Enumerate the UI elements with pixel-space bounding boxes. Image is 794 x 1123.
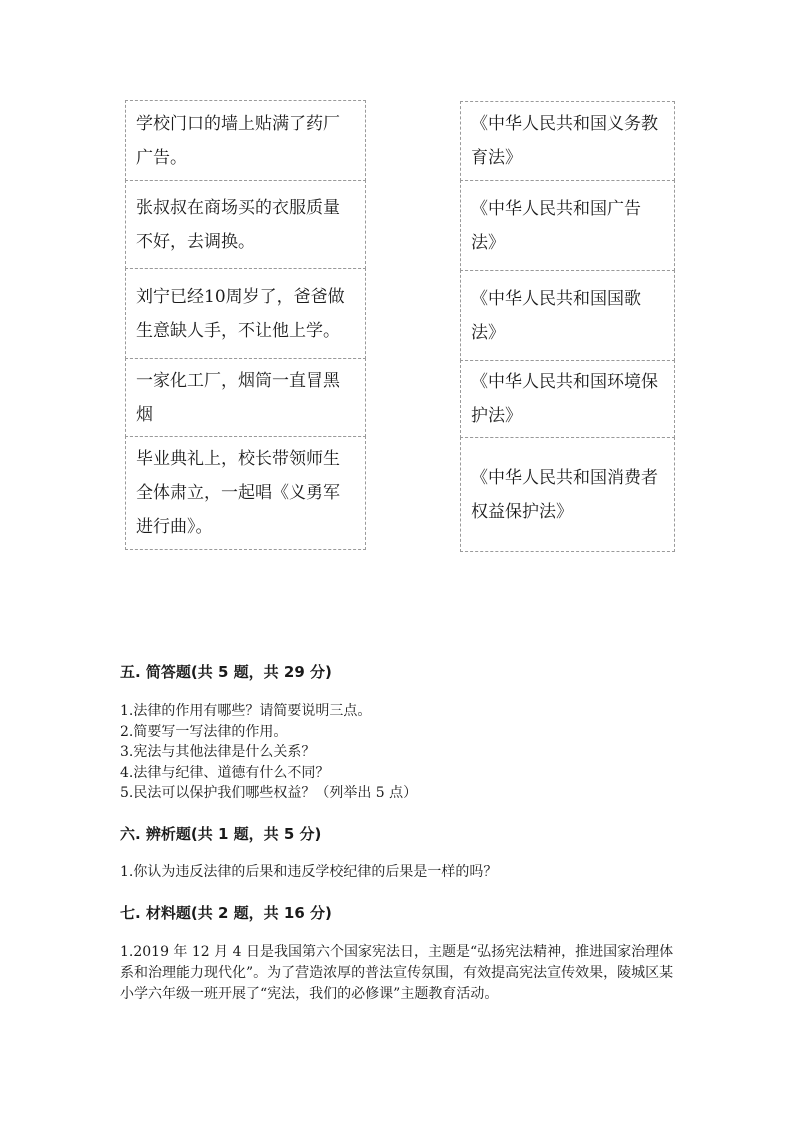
matching-left-item: 一家化工厂，烟筒一直冒黑烟 [125, 358, 366, 437]
section-7-title: 七. 材料题(共 2 题，共 16 分) [120, 904, 332, 922]
section-7-material: 1.2019 年 12 月 4 日是我国第六个国家宪法日，主题是“弘扬宪法精神，推进国家治理体系和治理能力现代化”。为了营造浓厚的普法宣传氛围，有效提高宪法宣传效果，陵城区某小学六年级一班开展了“宪法，我们的必修课”主题教育活动。 [120, 944, 674, 1002]
section-5-questions [120, 701, 417, 804]
matching-right-item: 《中华人民共和国国歌法》 [460, 270, 675, 361]
matching-right-column [460, 101, 675, 552]
matching-right-item: 《中华人民共和国环境保护法》 [460, 360, 675, 438]
question-item: 1.法律的作用有哪些？请简要说明三点。 [120, 703, 372, 719]
question-item: 4.法律与纪律、道德有什么不同？ [120, 764, 330, 781]
section-6-questions [120, 862, 497, 883]
matching-left-item: 学校门口的墙上贴满了药厂广告。 [125, 100, 366, 181]
matching-left-item: 张叔叔在商场买的衣服质量不好，去调换。 [125, 180, 366, 269]
matching-right-item: 《中华人民共和国义务教育法》 [460, 101, 675, 181]
matching-left-item: 毕业典礼上，校长带领师生全体肃立，一起唱《义勇军进行曲》。 [125, 436, 366, 550]
section-5-title: 五. 简答题(共 5 题，共 29 分) [120, 663, 332, 681]
section-6-title: 六. 辨析题(共 1 题，共 5 分) [120, 825, 322, 843]
matching-left-column [125, 100, 366, 550]
matching-right-item: 《中华人民共和国消费者权益保护法》 [460, 437, 675, 552]
matching-right-item: 《中华人民共和国广告法》 [460, 180, 675, 271]
question-item: 2.简要写一写法律的作用。 [120, 723, 288, 740]
matching-left-item: 刘宁已经10周岁了，爸爸做生意缺人手，不让他上学。 [125, 268, 366, 359]
question-item: 5.民法可以保护我们哪些权益？（列举出 5 点） [120, 785, 418, 801]
question-item: 3.宪法与其他法律是什么关系？ [120, 744, 316, 760]
question-item: 1.你认为违反法律的后果和违反学校纪律的后果是一样的吗？ [120, 864, 498, 880]
